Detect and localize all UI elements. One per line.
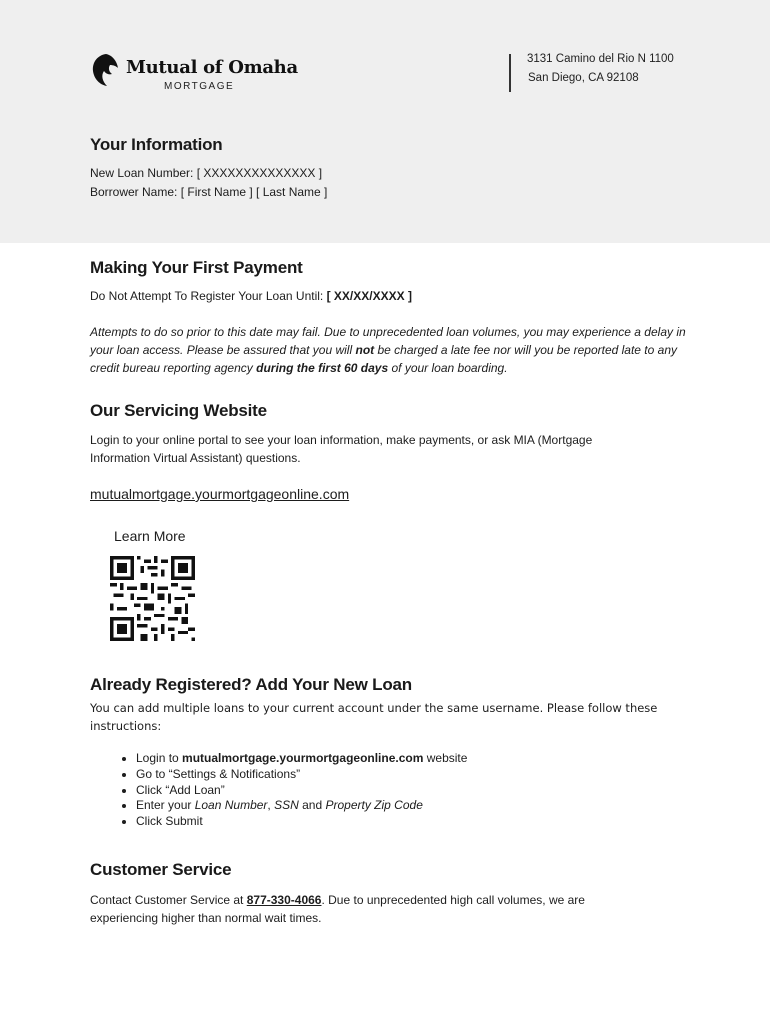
your-information-heading: Your Information xyxy=(90,135,223,154)
step-1-url: mutualmortgage.yourmortgageonline.com xyxy=(182,751,424,765)
address-divider xyxy=(509,54,511,92)
loan-number-text: New Loan Number: [ XXXXXXXXXXXXXX ] xyxy=(90,166,323,180)
customer-service-prefix: Contact Customer Service at xyxy=(90,893,247,907)
register-date-value: [ XX/XX/XXXX ] xyxy=(326,289,412,303)
list-item xyxy=(136,767,467,783)
borrower-name-text: Borrower Name: [ First Name ] [ Last Name ] xyxy=(90,185,328,199)
list-item xyxy=(136,814,467,830)
already-registered-heading: Already Registered? Add Your New Loan xyxy=(90,675,412,694)
company-logo xyxy=(90,53,298,93)
step-1-prefix: Login to xyxy=(136,751,183,765)
customer-service-heading: Customer Service xyxy=(90,860,232,879)
customer-service-body xyxy=(90,891,630,927)
note-bold-60-days: during the first 60 days xyxy=(256,361,389,375)
address-line-1: 3131 Camino del Rio N 1100 xyxy=(527,53,674,65)
servicing-website-heading: Our Servicing Website xyxy=(90,401,267,420)
qr-code-icon[interactable] xyxy=(110,556,195,641)
note-text-2: be charged a late fee nor will you be reported late to any credit bureau reporting agency xyxy=(90,343,677,375)
step-4-prefix: Enter your xyxy=(136,798,195,813)
logo-subtitle: MORTGAGE xyxy=(164,81,235,92)
header-band xyxy=(0,0,770,243)
register-date-line xyxy=(90,287,412,305)
step-4-sep-2: and xyxy=(298,798,326,813)
learn-more-label: Learn More xyxy=(114,528,186,544)
first-payment-note xyxy=(90,323,690,377)
step-4-ssn: SSN xyxy=(274,798,299,813)
portal-link[interactable]: mutualmortgage.yourmortgageonline.com xyxy=(90,486,350,502)
step-1-suffix: website xyxy=(423,751,468,765)
step-2-text: Go to “Settings & Notifications” xyxy=(136,766,301,781)
lion-head-icon xyxy=(90,53,122,87)
servicing-website-body: Login to your online portal to see your loan information, make payments, or ask MIA (Mortgage Information Virtual Assistant) questions. xyxy=(90,433,593,465)
step-5-text: Click Submit xyxy=(136,814,203,829)
list-item xyxy=(136,751,467,767)
list-item xyxy=(136,783,467,799)
list-item xyxy=(136,798,467,814)
register-date-label: Do Not Attempt To Register Your Loan Until: xyxy=(90,289,327,303)
step-4-zip: Property Zip Code xyxy=(325,798,423,813)
note-text-1: Attempts to do so prior to this date may fail. Due to unprecedented loan volumes, you may experience a delay in your loan access. Please be assured that you will xyxy=(90,325,686,357)
customer-service-suffix: . Due to unprecedented high call volumes, we are experiencing higher than normal wait times. xyxy=(90,893,585,925)
step-4-sep-1: , xyxy=(267,798,275,813)
step-4-loan-number: Loan Number xyxy=(194,798,268,813)
step-3-text: Click “Add Loan” xyxy=(136,782,225,797)
address-line-2: San Diego, CA 92108 xyxy=(528,72,639,84)
already-registered-body: You can add multiple loans to your current account under the same username. Please follow these instructions: xyxy=(90,701,658,733)
note-text-3: of your loan boarding. xyxy=(388,361,508,375)
logo-wordmark: Mutual of Omaha xyxy=(126,57,298,78)
note-bold-not: not xyxy=(355,343,375,357)
first-payment-heading: Making Your First Payment xyxy=(90,258,303,277)
customer-service-phone-link[interactable]: 877-330-4066 xyxy=(246,893,322,907)
add-loan-steps-list xyxy=(90,751,467,830)
